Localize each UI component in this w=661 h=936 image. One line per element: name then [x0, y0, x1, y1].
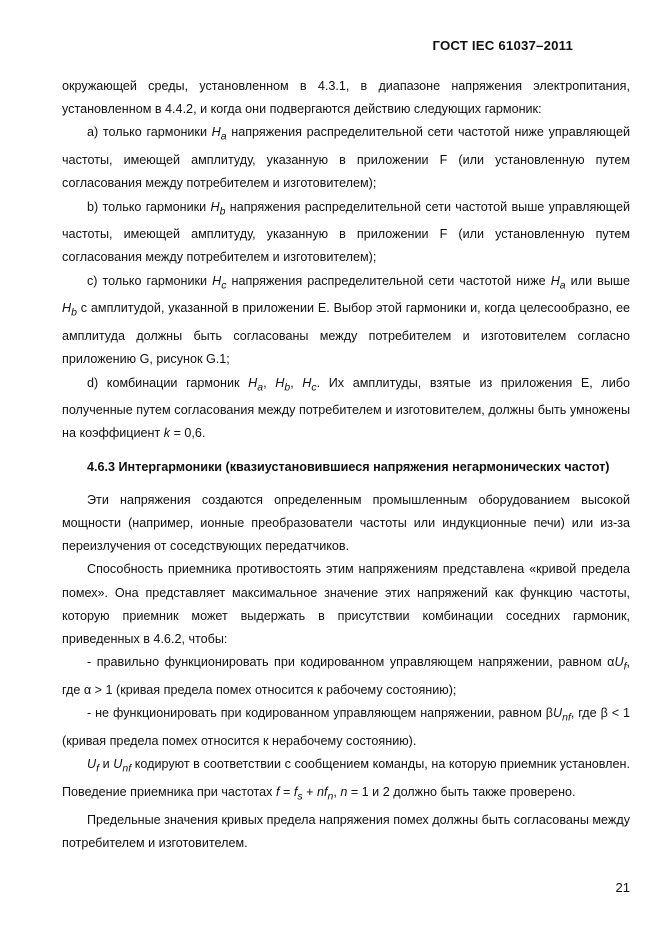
document-body — [62, 75, 630, 855]
page-number: 21 — [615, 880, 630, 895]
list-item-b: b) только гармоники $H_b$ напряжения распределительной сети частотой выше управляющей частоты, имеющей амплитуду, указанную в приложении F (или установленную путем согласования между потребителем и изготовителем); — [62, 199, 631, 265]
paragraph-receiver-ability: Способность приемника противостоять этим напряжениям представлена «кривой предела помех». Она представляет максимальное значение этих напряжений как функцию частоты, которую приемник может выдержать в присутствии комбинации соседних гармоник, приведенных в 4.6.2, чтобы: — [62, 562, 630, 647]
list-item-d: d) комбинации гармоник $H_a$, $H_b$, $H_c$. Их амплитуды, взятые из приложения Е, либо полученные путем согласования между потребителем и изготовителем, должны быть умножены на коэффициент k = 0,6. — [62, 375, 631, 441]
section-heading-4-6-3: 4.6.3 Интергармоники (квазиустановившиеся напряжения негармонических частот) — [87, 459, 610, 474]
list-item-c: с) только гармоники $H_c$ напряжения распределительной сети частотой ниже $H_a$ или выше $H_b$ с амплитудой, указанной в приложении Е. Выбор этой гармоники и, когда целесообразно, ее амплитуда должны быть согласованы между потребителем и изготовителем согласно приложению G, рисунок G.1; — [62, 273, 630, 367]
paragraph-intro: окружающей среды, установленном в 4.3.1, в диапазоне напряжения электропитания, установленном в 4.4.2, и когда они подвергаются действию следующих гармоник: — [62, 79, 630, 117]
paragraph-limits: Предельные значения кривых предела напряжения помех должны быть согласованы между потребителем и изготовителем. — [62, 812, 630, 850]
paragraph-coding: $U_f$ и $U_{nf}$ кодируют в соответствии с сообщением команды, на которую приемник установлен. Поведение приемника при частотах $f = f_s + nf_n$, n = 1 и 2 должно быть также проверено. — [62, 757, 630, 803]
document-header: ГОСТ IEC 61037–2011 — [432, 38, 573, 53]
dash-item-function: - правильно функционировать при кодированном управляющем напряжении, равном $\alpha U_f$, где α > 1 (кривая предела помех относится к рабочему состоянию); — [62, 655, 630, 697]
paragraph-interharmonics: Эти напряжения создаются определенным промышленным оборудованием высокой мощности (например, ионные преобразователи частоты или индукционные печи) или из-за переизлучения от соседствующих передатчиков. — [62, 492, 630, 554]
list-item-a: а) только гармоники $H_a$ напряжения распределительной сети частотой ниже управляющей частоты, имеющей амплитуду, указанную в приложении F (или установленную путем согласования между потребителем и изготовителем); — [62, 125, 630, 191]
dash-item-no-function: - не функционировать при кодированном управляющем напряжении, равном $\beta U_{nf}$, где β < 1 (кривая предела помех относится к нерабочему состоянию). — [62, 706, 630, 748]
